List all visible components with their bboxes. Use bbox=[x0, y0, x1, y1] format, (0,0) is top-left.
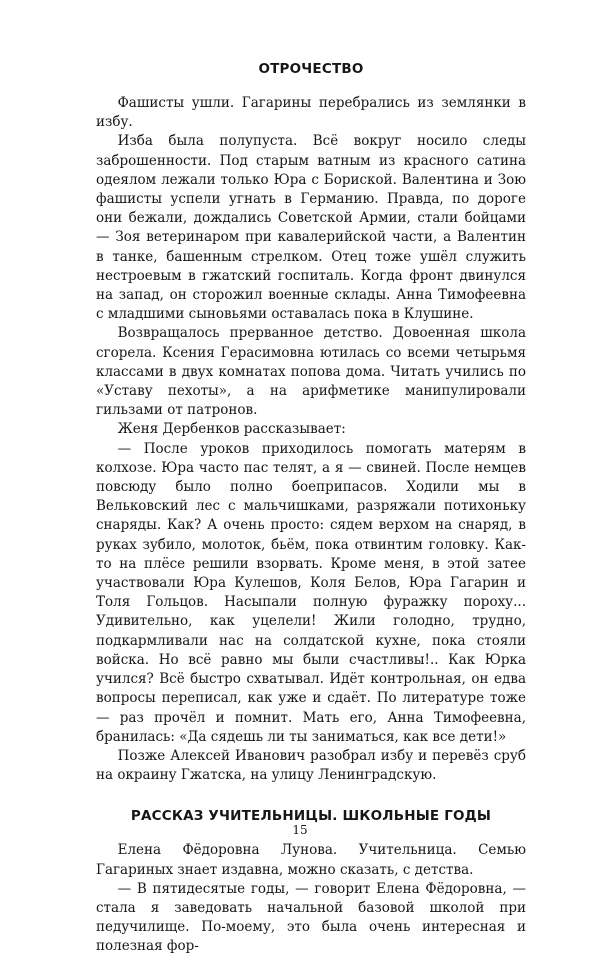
section-heading-adolescence: ОТРОЧЕСТВО bbox=[258, 61, 364, 77]
paragraph: Елена Фёдоровна Лунова. Учительница. Семью Гагариных знает издавна, можно сказать, с детства. bbox=[96, 842, 526, 878]
section-adolescence-body bbox=[96, 94, 526, 785]
section-heading-teacher-story: РАССКАЗ УЧИТЕЛЬНИЦЫ. ШКОЛЬНЫЕ ГОДЫ bbox=[130, 808, 492, 825]
paragraph: Фашисты ушли. Гагарины перебрались из землянки в избу. bbox=[96, 95, 526, 131]
page-number: 15 bbox=[292, 823, 308, 837]
paragraph: Возвращалось прерванное детство. Довоенная школа сгорела. Ксения Герасимовна ютилась со всеми четырьмя классами в двух комнатах попова дома. Читать учились по «Уставу пехоты», а на арифметике манипулировали гильзами от патронов. bbox=[96, 325, 526, 419]
paragraph: Женя Дербенков рассказывает: bbox=[117, 421, 346, 438]
paragraph: Изба была полупуста. Всё вокруг носило следы заброшенности. Под старым ватным из красного сатина одеялом лежали только Юра с Бориской. Валентина и Зою фашисты успели угнать в Германию. Правда, по дороге они бежали, дождались Советской Армии, стали бойцами — Зоя ветеринаром при кавалерийской части, а Валентин в танке, башенным стрелком. Отец тоже ушёл служить нестроевым в гжатский госпиталь. Когда фронт двинулся на запад, он сторожил военные склады. Анна Тимофеевна с младшими сыновьями оставалась пока в Клушине. bbox=[96, 133, 526, 323]
paragraph: — В пятидесятые годы, — говорит Елена Фёдоровна, — стала я заведовать начальной базовой школой при педучилище. По-моему, это была очень интересная и полезная фор- bbox=[96, 880, 526, 955]
paragraph: Позже Алексей Иванович разобрал избу и перевёз сруб на окраину Гжатска, на улицу Ленинградскую. bbox=[96, 747, 526, 784]
paragraph: — После уроков приходилось помогать матерям в колхозе. Юра часто пас телят, а я — свиней. После немцев повсюду было полно боеприпасов. Ходили мы в Вельковский лес с мальчишками, разряжали потихоньку снаряды. Как? А очень просто: сядем верхом на снаряд, в руках зубило, молоток, бьём, пока отвинтим головку. Как-то на плёсе решили взорвать. Кроме меня, в этой затее участвовали Юра Кулешов, Коля Белов, Юра Гагарин и Толя Гольцов. Насыпали полную фуражку пороху... Удивительно, как уцелели! Жили голодно, трудно, подкармливали нас на солдатской кухне, пока стояли войска. Но всё равно мы были счастливы!.. Как Юрка учился? Всё быстро схватывал. Идёт контрольная, он едва вопросы переписал, как уже и сдаёт. По литературе тоже — раз прочёл и помнит. Мать его, Анна Тимофеевна, бранилась: «Да сядешь ли ты заниматься, как все дети!» bbox=[96, 440, 526, 745]
